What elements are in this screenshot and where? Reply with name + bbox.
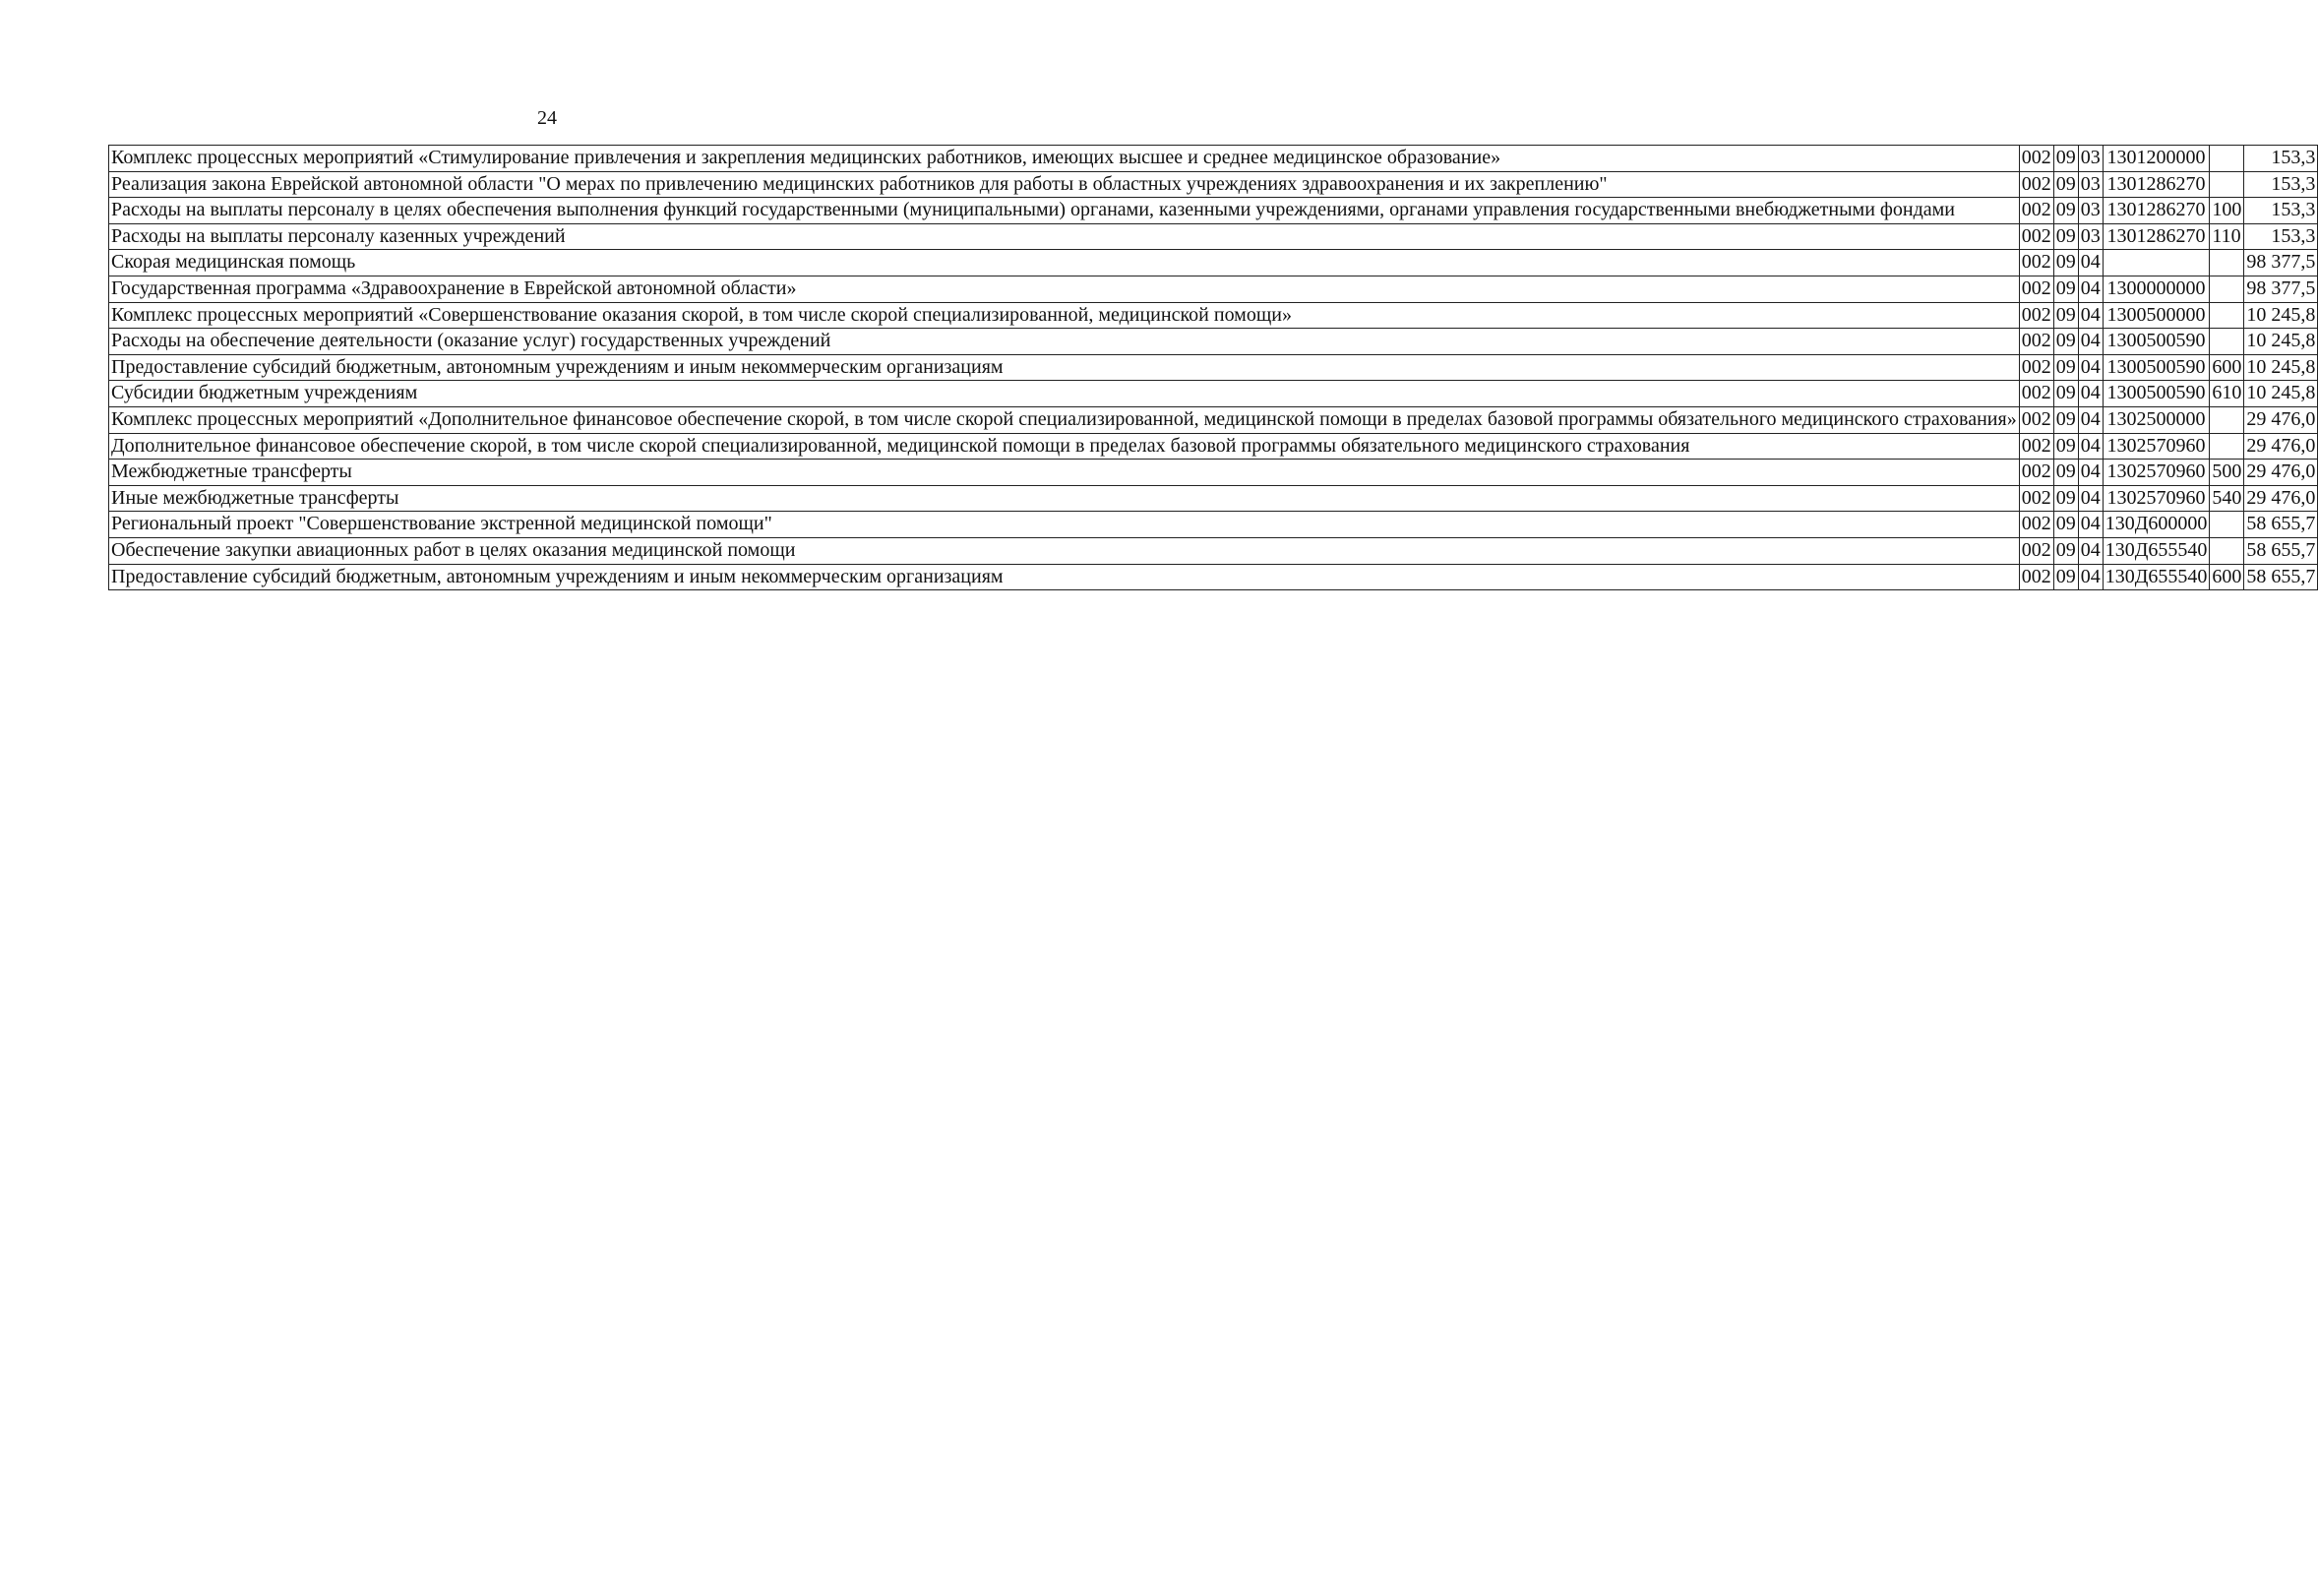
admin-code-cell: 002 [2019, 433, 2053, 460]
table-row [109, 406, 2318, 433]
subsection-code-cell: 04 [2078, 537, 2103, 564]
amount-cell: 58 655,7 [2244, 564, 2318, 590]
target-article-cell: 130Д600000 [2103, 512, 2210, 538]
subsection-code-cell: 04 [2078, 433, 2103, 460]
amount-cell: 29 476,0 [2244, 433, 2318, 460]
target-article-cell: 1302570960 [2103, 460, 2210, 486]
admin-code-cell: 002 [2019, 406, 2053, 433]
table-row [109, 329, 2318, 355]
subsection-code-cell: 04 [2078, 381, 2103, 407]
admin-code-cell: 002 [2019, 276, 2053, 302]
subsection-code-cell: 04 [2078, 485, 2103, 512]
section-code-cell: 09 [2053, 406, 2078, 433]
item-name-cell: Расходы на выплаты персоналу в целях обеспечения выполнения функций государственными (муниципальными) органами, казенными учреждениями, органами управления государственными внебюджетными фондами [109, 198, 2020, 224]
table-row [109, 381, 2318, 407]
subsection-code-cell: 04 [2078, 329, 2103, 355]
amount-cell: 29 476,0 [2244, 460, 2318, 486]
expense-type-cell: 100 [2210, 198, 2244, 224]
section-code-cell: 09 [2053, 433, 2078, 460]
target-article-cell: 1302570960 [2103, 485, 2210, 512]
target-article-cell: 130Д655540 [2103, 537, 2210, 564]
table-row [109, 537, 2318, 564]
target-article-cell: 1301286270 [2103, 223, 2210, 250]
admin-code-cell: 002 [2019, 329, 2053, 355]
section-code-cell: 09 [2053, 381, 2078, 407]
subsection-code-cell: 04 [2078, 354, 2103, 381]
amount-cell: 153,3 [2244, 171, 2318, 198]
subsection-code-cell: 04 [2078, 406, 2103, 433]
section-code-cell: 09 [2053, 276, 2078, 302]
expense-type-cell [2210, 171, 2244, 198]
section-code-cell: 09 [2053, 485, 2078, 512]
amount-cell: 10 245,8 [2244, 381, 2318, 407]
subsection-code-cell: 03 [2078, 171, 2103, 198]
table-row [109, 250, 2318, 276]
item-name-cell: Обеспечение закупки авиационных работ в целях оказания медицинской помощи [109, 537, 2020, 564]
admin-code-cell: 002 [2019, 564, 2053, 590]
admin-code-cell: 002 [2019, 512, 2053, 538]
item-name-cell: Иные межбюджетные трансферты [109, 485, 2020, 512]
expense-type-cell: 110 [2210, 223, 2244, 250]
section-code-cell: 09 [2053, 329, 2078, 355]
admin-code-cell: 002 [2019, 381, 2053, 407]
table-row [109, 564, 2318, 590]
table-row [109, 302, 2318, 329]
table-row [109, 433, 2318, 460]
admin-code-cell: 002 [2019, 302, 2053, 329]
table-row [109, 512, 2318, 538]
item-name-cell: Дополнительное финансовое обеспечение скорой, в том числе скорой специализированной, медицинской помощи в пределах базовой программы обязательного медицинского страхования [109, 433, 2020, 460]
target-article-cell: 1302500000 [2103, 406, 2210, 433]
subsection-code-cell: 04 [2078, 512, 2103, 538]
section-code-cell: 09 [2053, 198, 2078, 224]
expense-type-cell: 540 [2210, 485, 2244, 512]
target-article-cell: 1301200000 [2103, 146, 2210, 172]
target-article-cell: 1302570960 [2103, 433, 2210, 460]
table-body [109, 146, 2318, 590]
item-name-cell: Комплекс процессных мероприятий «Совершенствование оказания скорой, в том числе скорой специализированной, медицинской помощи» [109, 302, 2020, 329]
subsection-code-cell: 04 [2078, 250, 2103, 276]
subsection-code-cell: 04 [2078, 564, 2103, 590]
amount-cell: 58 655,7 [2244, 512, 2318, 538]
subsection-code-cell: 03 [2078, 198, 2103, 224]
admin-code-cell: 002 [2019, 198, 2053, 224]
amount-cell: 153,3 [2244, 146, 2318, 172]
section-code-cell: 09 [2053, 171, 2078, 198]
admin-code-cell: 002 [2019, 250, 2053, 276]
item-name-cell: Государственная программа «Здравоохранение в Еврейской автономной области» [109, 276, 2020, 302]
target-article-cell: 1300500590 [2103, 354, 2210, 381]
amount-cell: 153,3 [2244, 223, 2318, 250]
amount-cell: 29 476,0 [2244, 485, 2318, 512]
table-row [109, 485, 2318, 512]
item-name-cell: Реализация закона Еврейской автономной области "О мерах по привлечению медицинских работников для работы в областных учреждениях здравоохранения и их закреплению" [109, 171, 2020, 198]
item-name-cell: Комплекс процессных мероприятий «Стимулирование привлечения и закрепления медицинских работников, имеющих высшее и среднее медицинское образование» [109, 146, 2020, 172]
subsection-code-cell: 04 [2078, 460, 2103, 486]
item-name-cell: Скорая медицинская помощь [109, 250, 2020, 276]
amount-cell: 98 377,5 [2244, 250, 2318, 276]
expense-type-cell [2210, 512, 2244, 538]
expense-type-cell [2210, 537, 2244, 564]
section-code-cell: 09 [2053, 354, 2078, 381]
section-code-cell: 09 [2053, 537, 2078, 564]
admin-code-cell: 002 [2019, 223, 2053, 250]
target-article-cell: 1301286270 [2103, 198, 2210, 224]
subsection-code-cell: 04 [2078, 302, 2103, 329]
amount-cell: 10 245,8 [2244, 354, 2318, 381]
admin-code-cell: 002 [2019, 146, 2053, 172]
amount-cell: 29 476,0 [2244, 406, 2318, 433]
target-article-cell: 1300000000 [2103, 276, 2210, 302]
expense-type-cell [2210, 302, 2244, 329]
target-article-cell: 1301286270 [2103, 171, 2210, 198]
section-code-cell: 09 [2053, 302, 2078, 329]
item-name-cell: Межбюджетные трансферты [109, 460, 2020, 486]
admin-code-cell: 002 [2019, 485, 2053, 512]
item-name-cell: Субсидии бюджетным учреждениям [109, 381, 2020, 407]
section-code-cell: 09 [2053, 460, 2078, 486]
item-name-cell: Предоставление субсидий бюджетным, автономным учреждениям и иным некоммерческим организациям [109, 564, 2020, 590]
expense-type-cell: 610 [2210, 381, 2244, 407]
expense-type-cell: 500 [2210, 460, 2244, 486]
amount-cell: 10 245,8 [2244, 329, 2318, 355]
expense-type-cell [2210, 433, 2244, 460]
section-code-cell: 09 [2053, 250, 2078, 276]
table-row [109, 354, 2318, 381]
admin-code-cell: 002 [2019, 354, 2053, 381]
target-article-cell: 130Д655540 [2103, 564, 2210, 590]
target-article-cell [2103, 250, 2210, 276]
amount-cell: 10 245,8 [2244, 302, 2318, 329]
amount-cell: 58 655,7 [2244, 537, 2318, 564]
section-code-cell: 09 [2053, 223, 2078, 250]
table-row [109, 198, 2318, 224]
expense-type-cell: 600 [2210, 354, 2244, 381]
item-name-cell: Комплекс процессных мероприятий «Дополнительное финансовое обеспечение скорой, в том числе скорой специализированной, медицинской помощи в пределах базовой программы обязательного медицинского страхования» [109, 406, 2020, 433]
budget-table [108, 145, 2318, 590]
table-row [109, 146, 2318, 172]
admin-code-cell: 002 [2019, 460, 2053, 486]
admin-code-cell: 002 [2019, 537, 2053, 564]
table-row [109, 171, 2318, 198]
expense-type-cell [2210, 406, 2244, 433]
page-number: 24 [537, 107, 557, 129]
expense-type-cell: 600 [2210, 564, 2244, 590]
item-name-cell: Расходы на обеспечение деятельности (оказание услуг) государственных учреждений [109, 329, 2020, 355]
subsection-code-cell: 03 [2078, 146, 2103, 172]
expense-type-cell [2210, 329, 2244, 355]
target-article-cell: 1300500590 [2103, 329, 2210, 355]
expense-type-cell [2210, 276, 2244, 302]
item-name-cell: Предоставление субсидий бюджетным, автономным учреждениям и иным некоммерческим организациям [109, 354, 2020, 381]
expense-type-cell [2210, 146, 2244, 172]
table-row [109, 460, 2318, 486]
section-code-cell: 09 [2053, 146, 2078, 172]
target-article-cell: 1300500000 [2103, 302, 2210, 329]
subsection-code-cell: 04 [2078, 276, 2103, 302]
admin-code-cell: 002 [2019, 171, 2053, 198]
table-row [109, 276, 2318, 302]
item-name-cell: Расходы на выплаты персоналу казенных учреждений [109, 223, 2020, 250]
amount-cell: 153,3 [2244, 198, 2318, 224]
amount-cell: 98 377,5 [2244, 276, 2318, 302]
expense-type-cell [2210, 250, 2244, 276]
target-article-cell: 1300500590 [2103, 381, 2210, 407]
section-code-cell: 09 [2053, 512, 2078, 538]
item-name-cell: Региональный проект "Совершенствование экстренной медицинской помощи" [109, 512, 2020, 538]
table-row [109, 223, 2318, 250]
section-code-cell: 09 [2053, 564, 2078, 590]
subsection-code-cell: 03 [2078, 223, 2103, 250]
